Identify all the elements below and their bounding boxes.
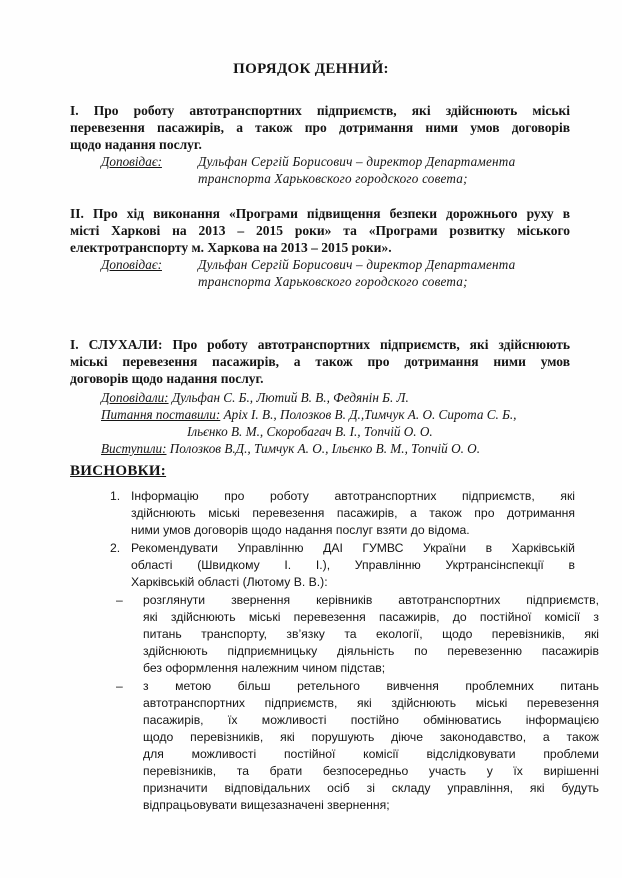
speakers-label: Виступили:: [101, 441, 167, 456]
item-line: без оформлення належним чином підстав;: [143, 661, 386, 675]
agenda-item-2-line: II. Про хід виконання «Програми підвищення безпеки дорожнього руху в: [70, 206, 570, 221]
questions-names: Аріх І. В., Полозков В. Д.,Тимчук А. О. Сирота С. Б.,: [220, 407, 517, 422]
questions-row-cont: Ільєнко В. М., Скоробагач В. І., Топчій О. О.: [187, 424, 433, 439]
reporter-label: Доповідає:: [101, 257, 162, 272]
item-line: які здійснюють міські перевезення пасажирів, до постійної комісії з: [143, 610, 599, 624]
heard-line: міські перевезення пасажирів, а також про дотримання ними умов: [70, 354, 570, 369]
item-line: ними умов договорів щодо надання послуг взяти до відома.: [131, 523, 470, 537]
agenda-item-2-reporter: [101, 256, 581, 290]
heard-participants: [101, 389, 581, 457]
agenda-item-1: [70, 102, 570, 153]
item-text: [143, 678, 599, 814]
item-line: перевізників, та брати безпосередньо участь у їх вирішенні: [143, 764, 599, 778]
questions-row: [101, 406, 581, 423]
item-line: з метою більш ретельного вивчення проблемних питань: [143, 679, 599, 693]
dash-marker: –: [116, 593, 123, 607]
item-line: питань транспорту, зв’язку та екології, щодо перевізників, які: [143, 627, 599, 641]
item-line: Рекомендувати Управлінню ДАІ ГУМВС України в Харківській: [131, 541, 575, 555]
reporter-line: транспорта Харьковского городского совета;: [198, 171, 468, 186]
heard-line: договорів щодо надання послуг.: [70, 371, 264, 386]
agenda-item-1-line: перевезення пасажирів, а також про дотримання ними умов договорів: [70, 120, 570, 135]
item-text: [131, 540, 575, 591]
reporter-line: Дульфан Сергій Борисович – директор Департамента: [198, 154, 516, 169]
agenda-item-1-reporter: [101, 153, 581, 187]
item-line: здійснюють міські перевезення пасажирів, а також про дотримання: [131, 506, 575, 520]
reporter-label: Доповідає:: [101, 154, 162, 169]
item-text: [143, 592, 599, 677]
item-line: для можливості постійної комісії відслідковувати проблеми: [143, 747, 599, 761]
conclusions-title: ВИСНОВКИ:: [70, 463, 167, 479]
conclusion-item-2: [110, 540, 580, 591]
agenda-title: ПОРЯДОК ДЕННИЙ:: [233, 61, 389, 77]
item-line: Харківській області (Лютому В. В.):: [131, 575, 328, 589]
item-line: щодо перевізників, які порушують діюче законодавство, а також: [143, 730, 599, 744]
agenda-item-2-line: місті Харкові на 2013 – 2015 роки» та «Програми розвитку міського: [70, 223, 570, 238]
reported-row: [101, 389, 581, 406]
agenda-item-1-line: щодо надання послуг.: [70, 137, 202, 152]
item-line: призначити відповідальних осіб зі складу управління, які будуть: [143, 781, 599, 795]
agenda-item-1-line: I. Про роботу автотранспортних підприємств, які здійснюють міські: [70, 103, 570, 118]
agenda-item-2: [70, 205, 570, 256]
reporter-text: [198, 256, 578, 290]
item-line: області (Швидкому І. І.), Управлінню Укртрансінспекції в: [131, 558, 575, 572]
reporter-line: Дульфан Сергій Борисович – директор Департамента: [198, 257, 516, 272]
heard-section: [70, 336, 570, 387]
reporter-text: [198, 153, 578, 187]
item-number: 2.: [110, 541, 121, 555]
item-line: розглянути звернення керівників автотранспортних підприємств,: [143, 593, 599, 607]
heard-line: I. СЛУХАЛИ: Про роботу автотранспортних підприємств, які здійснюють: [70, 337, 570, 352]
item-line: Інформацію про роботу автотранспортних підприємств, які: [131, 489, 575, 503]
questions-label: Питання поставили:: [101, 407, 221, 422]
item-line: здійснюють підприємницьку діяльність по перевезенню пасажирів: [143, 644, 599, 658]
speakers-names: Полозков В.Д., Тимчук А. О., Ільєнко В. М., Топчій О. О.: [166, 441, 481, 456]
item-number: 1.: [110, 489, 121, 503]
item-line: відпрацьовувати вищезазначені звернення;: [143, 798, 390, 812]
reported-names: Дульфан С. Б., Лютий В. В., Федянін Б. Л.: [168, 390, 409, 405]
conclusion-dash-item-2: [116, 678, 599, 814]
item-line: автотранспортних підприємств, які здійснюють міські перевезення: [143, 696, 599, 710]
reporter-line: транспорта Харьковского городского совета;: [198, 274, 468, 289]
item-line: пасажирів, їх можливості постійно обмінюватись інформацією: [143, 713, 599, 727]
dash-marker: –: [116, 679, 123, 693]
agenda-item-2-line: електротранспорту м. Харкова на 2013 – 2015 роки».: [70, 240, 392, 255]
item-text: [131, 488, 575, 539]
conclusion-item-1: [110, 488, 580, 539]
speakers-row: [101, 440, 581, 457]
conclusion-dash-item-1: [116, 592, 599, 677]
reported-label: Доповідали:: [101, 390, 169, 405]
